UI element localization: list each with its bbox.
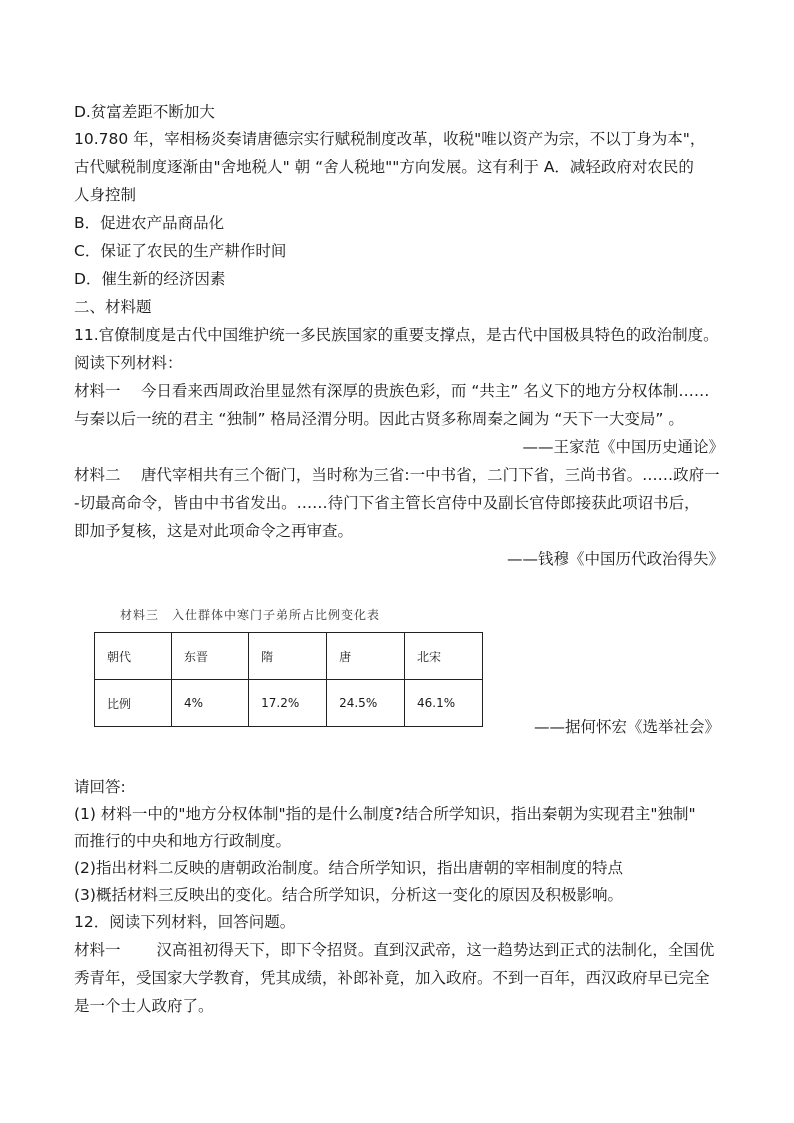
- material-2-text: 材料二 唐代宰相共有三个衙门，当时称为三省:一中书省，二门下省，三尚书省。……政府一: [74, 466, 720, 484]
- sub-question-3: (3)概括材料三反映出的变化。结合所学知识，分析这一变化的原因及积极影响。: [74, 886, 623, 904]
- section-heading: 二、材料题: [74, 298, 152, 316]
- table-cell: 46.1%: [405, 680, 483, 727]
- material-1-text: 材料一 今日看来西周政治里显然有深厚的贵族色彩，而 “共主” 名义下的地方分权体制……: [74, 382, 710, 400]
- material-1-text: 与秦以后一统的君主 “独制” 格局泾渭分明。因此古贤多称周秦之阃为 “天下一大变局” 。: [74, 410, 684, 428]
- sub-question-1: 而推行的中央和地方行政制度。: [74, 832, 292, 850]
- questions-heading: 请回答:: [74, 778, 126, 796]
- question-10-text: 人身控制: [74, 186, 137, 204]
- material-1-source: ——王家范《中国历史通论》: [522, 438, 724, 456]
- sub-question-2: (2)指出材料二反映的唐朝政治制度。结合所学知识，指出唐朝的宰相制度的特点: [74, 859, 623, 877]
- material-2-text: 即加予复核，这是对此项命令之再审查。: [74, 522, 354, 540]
- question-11-text: 11.官僚制度是古代中国维护统一多民族国家的重要支撑点，是古代中国极具特色的政治制度。: [74, 326, 719, 344]
- table-cell: 17.2%: [249, 680, 327, 727]
- material-3-table: [94, 632, 483, 727]
- material-2-text: -切最高命令，皆由中书省发出。……待门下省主管长宫侍中及副长官侍郎接获此项诏书后，: [74, 494, 700, 512]
- table-header-row: [95, 633, 483, 680]
- q12-material-1-text: 秀青年，受国家大学教育，凭其成绩，补郎补竟，加入政府。不到一百年，西汉政府早已完全: [74, 969, 710, 987]
- question-12-text: 12．阅读下列材料，回答问题。: [74, 913, 296, 931]
- table-cell: 4%: [171, 680, 248, 727]
- material-2-source: ——钱穆《中国历代政治得失》: [506, 550, 724, 568]
- material-3-source: ——据何怀宏《选举社会》: [533, 718, 720, 736]
- question-10-text: 10.780 年，宰相杨炎奏请唐德宗实行赋税制度改革，收税"唯以资产为宗，不以丁身为本"，: [74, 130, 706, 148]
- table-cell: 比例: [95, 680, 172, 727]
- option-c-q10: C．保证了农民的生产耕作时间: [74, 242, 287, 260]
- table-cell: 北宋: [405, 633, 483, 680]
- q12-material-1-text: 是一个士人政府了。: [74, 997, 214, 1015]
- table-cell: 隋: [249, 633, 327, 680]
- table-cell: 24.5%: [327, 680, 405, 727]
- sub-question-1: (1) 材料一中的"地方分权体制"指的是什么制度?结合所学知识，指出秦朝为实现君主"独制": [74, 805, 696, 823]
- option-d-q9: D.贫富差距不断加大: [74, 103, 215, 121]
- question-11-text: 阅读下列材料：: [74, 354, 183, 372]
- table-cell: 唐: [327, 633, 405, 680]
- table-cell: 东晋: [171, 633, 248, 680]
- table-cell: 朝代: [95, 633, 172, 680]
- option-d-q10: D．催生新的经济因素: [74, 270, 226, 288]
- question-10-text: 古代赋税制度逐渐由"舍地税人" 朝 “舍人税地""方向发展。这有利于 A．减轻政府对农民的: [74, 158, 694, 176]
- table-caption: 材料三 入仕群体中寒门子弟所占比例变化表: [120, 608, 381, 622]
- q12-material-1-text: 材料一 汉高祖初得天下，即下令招贤。直到汉武帝，这一趋势达到正式的法制化，全国优: [74, 941, 715, 959]
- option-b-q10: B．促进农产品商品化: [74, 214, 225, 232]
- table-row: [95, 680, 483, 727]
